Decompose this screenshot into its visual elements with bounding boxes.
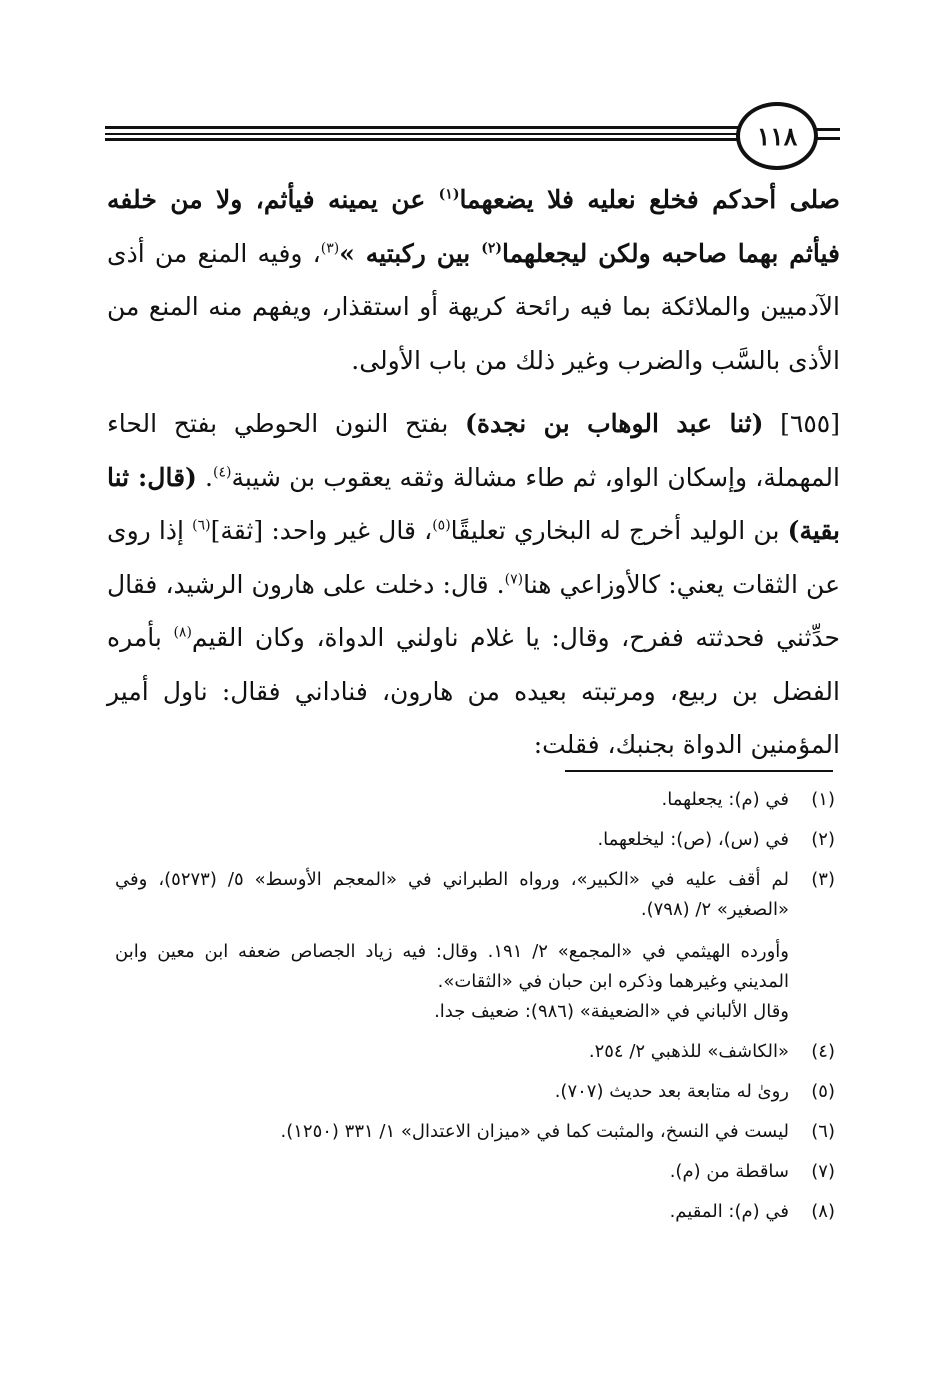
footnote-ref-6[interactable]: (٦) bbox=[192, 517, 211, 534]
footnote-number: (٣) bbox=[811, 869, 835, 890]
footnote-number: (٦) bbox=[811, 1121, 835, 1142]
footnote-text: وقال الألباني في «الضعيفة» (٩٨٦): ضعيف جدا. bbox=[434, 1001, 789, 1022]
footnote-ref-1[interactable]: (١) bbox=[438, 186, 460, 203]
page-number-text: ١١٨ bbox=[756, 121, 798, 151]
footnotes bbox=[115, 785, 835, 1237]
footnote-number: (٥) bbox=[811, 1081, 835, 1102]
footnote-text: لم أقف عليه في «الكبير»، ورواه الطبراني في «المعجم الأوسط» ٥/ (٥٢٧٣)، وفي «الصغير» ٢/ (٧٩٨). bbox=[115, 869, 789, 920]
footnote-number: (٢) bbox=[811, 829, 835, 850]
footnote-item bbox=[115, 1077, 835, 1107]
header-rule bbox=[105, 126, 740, 129]
footnote-ref-4[interactable]: (٤) bbox=[213, 464, 232, 481]
footnote-number: (١) bbox=[811, 789, 835, 810]
footnote-text: روىٰ له متابعة بعد حديث (٧٠٧). bbox=[554, 1081, 789, 1102]
main-text bbox=[107, 173, 840, 772]
footnote-ref-7[interactable]: (٧) bbox=[504, 571, 524, 588]
hadith-text: صلى أحدكم فخلع نعليه فلا يضعهما$^{(١)}$ عن يمينه فيأثم، ولا من خلفه فيأثم بهما صاحبه ولكن ليجعلهما$^{(٢)}$ بين ركبتيه » bbox=[107, 185, 841, 268]
paragraph-2: [٦٥٥] (ثنا عبد الوهاب بن نجدة) بفتح النون الحوطي بفتح الحاء المهملة، وإسكان الواو، ثم طاء مشالة وثقه يعقوب بن شيبة$^{(٤)}$. (قال: ثنا بقية) بن الوليد أخرج له البخاري تعليقًا$^{(٥)}$، قال غير واحد: [ثقة]$^{(٦)}$ إذا روى عن الثقات يعني: كالأوزاعي هنا$^{(٧)}$. قال: دخلت على هارون الرشيد، فقال حدِّثني فحدثته ففرح، وقال: يا غلام ناولني الدواة، وكان القيم$^{(٨)}$ بأمره الفضل بن ربيع، ومرتبته بعيده من هارون، فناداني فقال: ناول أمير المؤمنين الدواة بجنبك، فقلت: bbox=[107, 409, 840, 759]
footnote-number: (٨) bbox=[811, 1201, 835, 1222]
footnote-item bbox=[115, 865, 835, 1027]
commentary-text: ، وفيه المنع من أذى الآدميين والملائكة بما فيه رائحة كريهة أو استقذار، ويفهم منه المنع من الأذى بالسَّب والضرب وغير ذلك من باب الأولى. bbox=[107, 238, 840, 375]
footnote-text: ليست في النسخ، والمثبت كما في «ميزان الاعتدال» ١/ ٣٣١ (١٢٥٠). bbox=[280, 1121, 789, 1142]
footnote-item bbox=[115, 1117, 835, 1147]
footnote-item bbox=[115, 825, 835, 855]
footnote-item bbox=[115, 785, 835, 815]
footnote-ref-3[interactable]: (٣) bbox=[320, 240, 340, 257]
header-rule bbox=[105, 133, 740, 135]
footnote-ref-8[interactable]: (٨) bbox=[173, 624, 192, 641]
page-header bbox=[105, 100, 840, 170]
footnote-text: «الكاشف» للذهبي ٢/ ٢٥٤. bbox=[588, 1041, 789, 1062]
footnote-ref-2[interactable]: (٢) bbox=[481, 240, 502, 257]
footnote-item bbox=[115, 1157, 835, 1187]
footnote-ref-5[interactable]: (٥) bbox=[432, 517, 451, 534]
header-rule bbox=[105, 138, 740, 141]
footnote-text: في (م): المقيم. bbox=[669, 1201, 789, 1222]
hadith-number: [٦٥٥] bbox=[763, 409, 840, 438]
narrator-text: (قال: ثنا بقية) bbox=[107, 462, 840, 545]
footnote-text: ساقطة من (م). bbox=[669, 1161, 789, 1182]
footnote-text: في (س)، (ص): ليخلعهما. bbox=[597, 829, 789, 850]
footnote-text: في (م): يجعلهما. bbox=[661, 789, 789, 810]
page-number bbox=[736, 102, 818, 170]
footnote-separator bbox=[565, 770, 833, 772]
footnote-text: وأورده الهيثمي في «المجمع» ٢/ ١٩١. وقال: فيه زياد الجصاص ضعفه ابن معين وابن المديني وغيرهما وذكره ابن حبان في «الثقات». bbox=[115, 941, 789, 992]
footnote-item bbox=[115, 1197, 835, 1227]
paragraph-1 bbox=[107, 173, 840, 387]
footnote-item bbox=[115, 1037, 835, 1067]
footnote-number: (٧) bbox=[811, 1161, 835, 1182]
footnote-number: (٤) bbox=[811, 1041, 835, 1062]
narrator-text: (ثنا عبد الوهاب بن نجدة) bbox=[465, 409, 764, 438]
